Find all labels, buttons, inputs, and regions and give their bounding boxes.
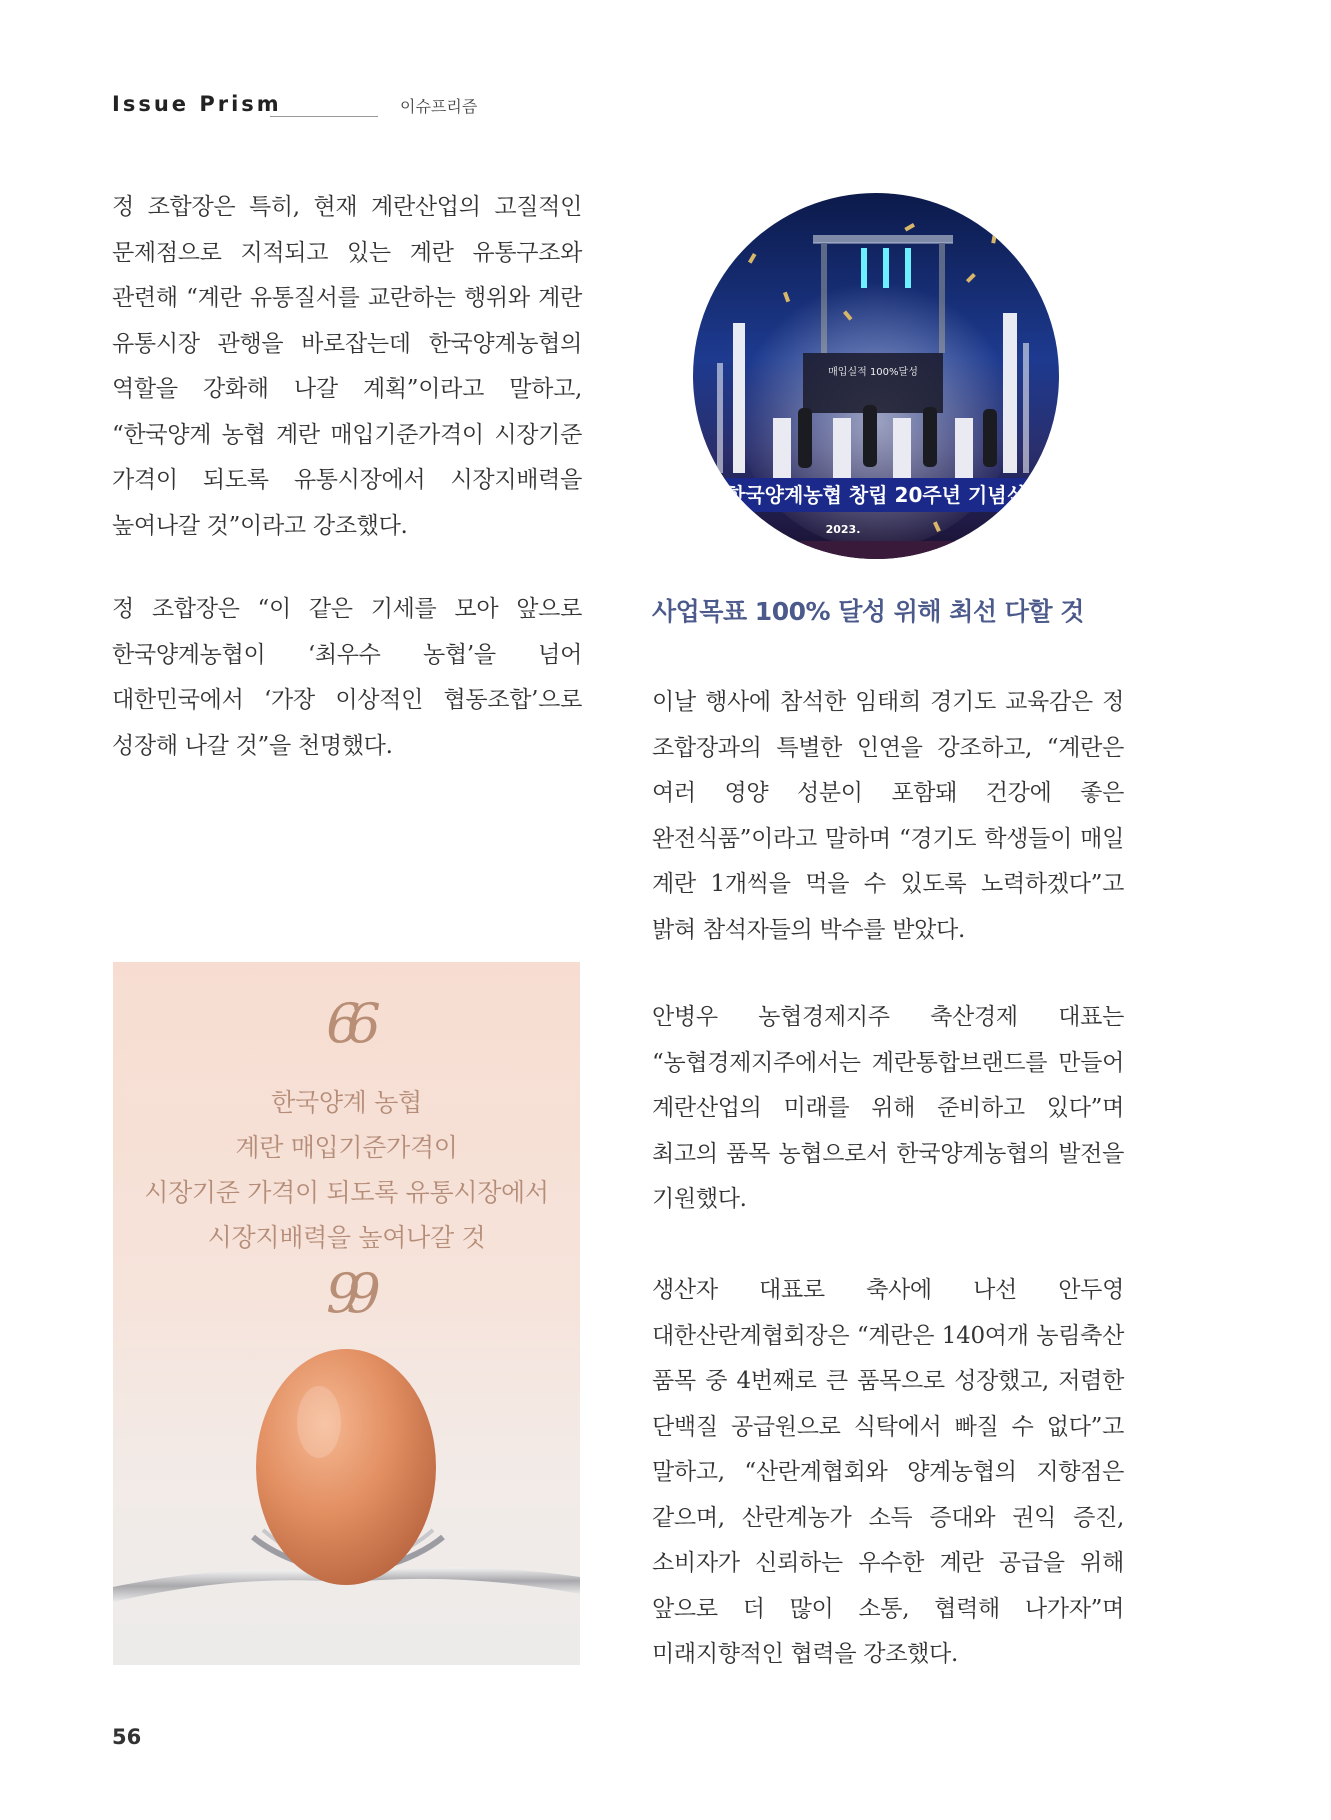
event-photo-illustration [693,193,1059,559]
pull-quote-line: 시장기준 가격이 되도록 유통시장에서 [144,1178,549,1207]
right-column-paragraph-2-block [652,995,1124,1223]
event-sign-text: 매입실적 100%달성 [828,367,918,378]
right-column-paragraph-1-block [652,680,1124,953]
magazine-section-brand: Issue Prism [112,92,282,116]
section-title: 이슈프리즘 [400,97,478,116]
body-paragraph: 정 조합장은 특히, 현재 계란산업의 고질적인 문제점으로 지적되고 있는 계란 유통구조와 관련해 “계란 유통질서를 교란하는 행위와 계란 유통시장 관행을 바로잡는데 한국양계농협의 역할을 강화해 나갈 계획”이라고 말하고, “한국양계 농협 계란 매입기준가격이 시장기준 가격이 되도록 유통시장에서 시장지배력을 높여나갈 것”이라고 강조했다. [112,194,582,539]
right-column-paragraph-3-block [652,1268,1124,1678]
left-column-paragraph-1-block [112,185,582,549]
pull-quote-card [113,962,580,1665]
body-paragraph: 이날 행사에 참석한 임태희 경기도 교육감은 정 조합장과의 특별한 인연을 강조하고, “계란은 여러 영양 성분이 포함돼 건강에 좋은 완전식품”이라고 말하며 “경기도 학생들이 매일 계란 1개씩을 먹을 수 있도록 노력하겠다”고 밝혀 참석자들의 박수를 받았다. [652,689,1124,943]
body-paragraph: 안병우 농협경제지주 축산경제 대표는 “농협경제지주에서는 계란통합브랜드를 만들어 계란산업의 미래를 위해 준비하고 있다”며 최고의 품목 농협으로서 한국양계농협의 발전을 기원했다. [652,1004,1124,1212]
pull-quote-line: 한국양계 농협 [271,1088,422,1117]
left-column-paragraph-2-block [112,587,582,769]
event-photo [693,193,1059,559]
body-paragraph: 정 조합장은 “이 같은 기세를 모아 앞으로 한국양계농협이 ‘최우수 농협’을 넘어 대한민국에서 ‘가장 이상적인 협동조합’으로 성장해 나갈 것”을 천명했다. [112,596,582,759]
event-date-text: 2023. [825,523,861,536]
open-quote-mark-icon: 66 [326,992,367,1055]
pull-quote-line: 시장지배력을 높여나갈 것 [207,1223,486,1252]
header-divider [270,116,378,117]
pull-quote-line: 계란 매입기준가격이 [235,1133,458,1162]
body-paragraph: 생산자 대표로 축사에 나선 안두영 대한산란계협회장은 “계란은 140여개 농림축산 품목 중 4번째로 큰 품목으로 성장했고, 저렴한 단백질 공급원으로 식탁에서 빠질 수 없다”고 말하고, “산란계협회와 양계농협의 지향점은 같으며, 산란계농가 소득 증대와 권익 증진, 소비자가 신뢰하는 우수한 계란 공급을 위해 앞으로 더 많이 소통, 협력해 나가자”며 미래지향적인 협력을 강조했다. [652,1277,1124,1667]
page-number: 56 [112,1725,142,1749]
section-subheading: 사업목표 100% 달성 위해 최선 다할 것 [652,597,1084,626]
event-banner-text: 한국양계농협 창립 20주년 기념식 [726,483,1026,507]
close-quote-mark-icon: 99 [326,1262,367,1325]
egg-on-forks-illustration [113,962,580,1665]
